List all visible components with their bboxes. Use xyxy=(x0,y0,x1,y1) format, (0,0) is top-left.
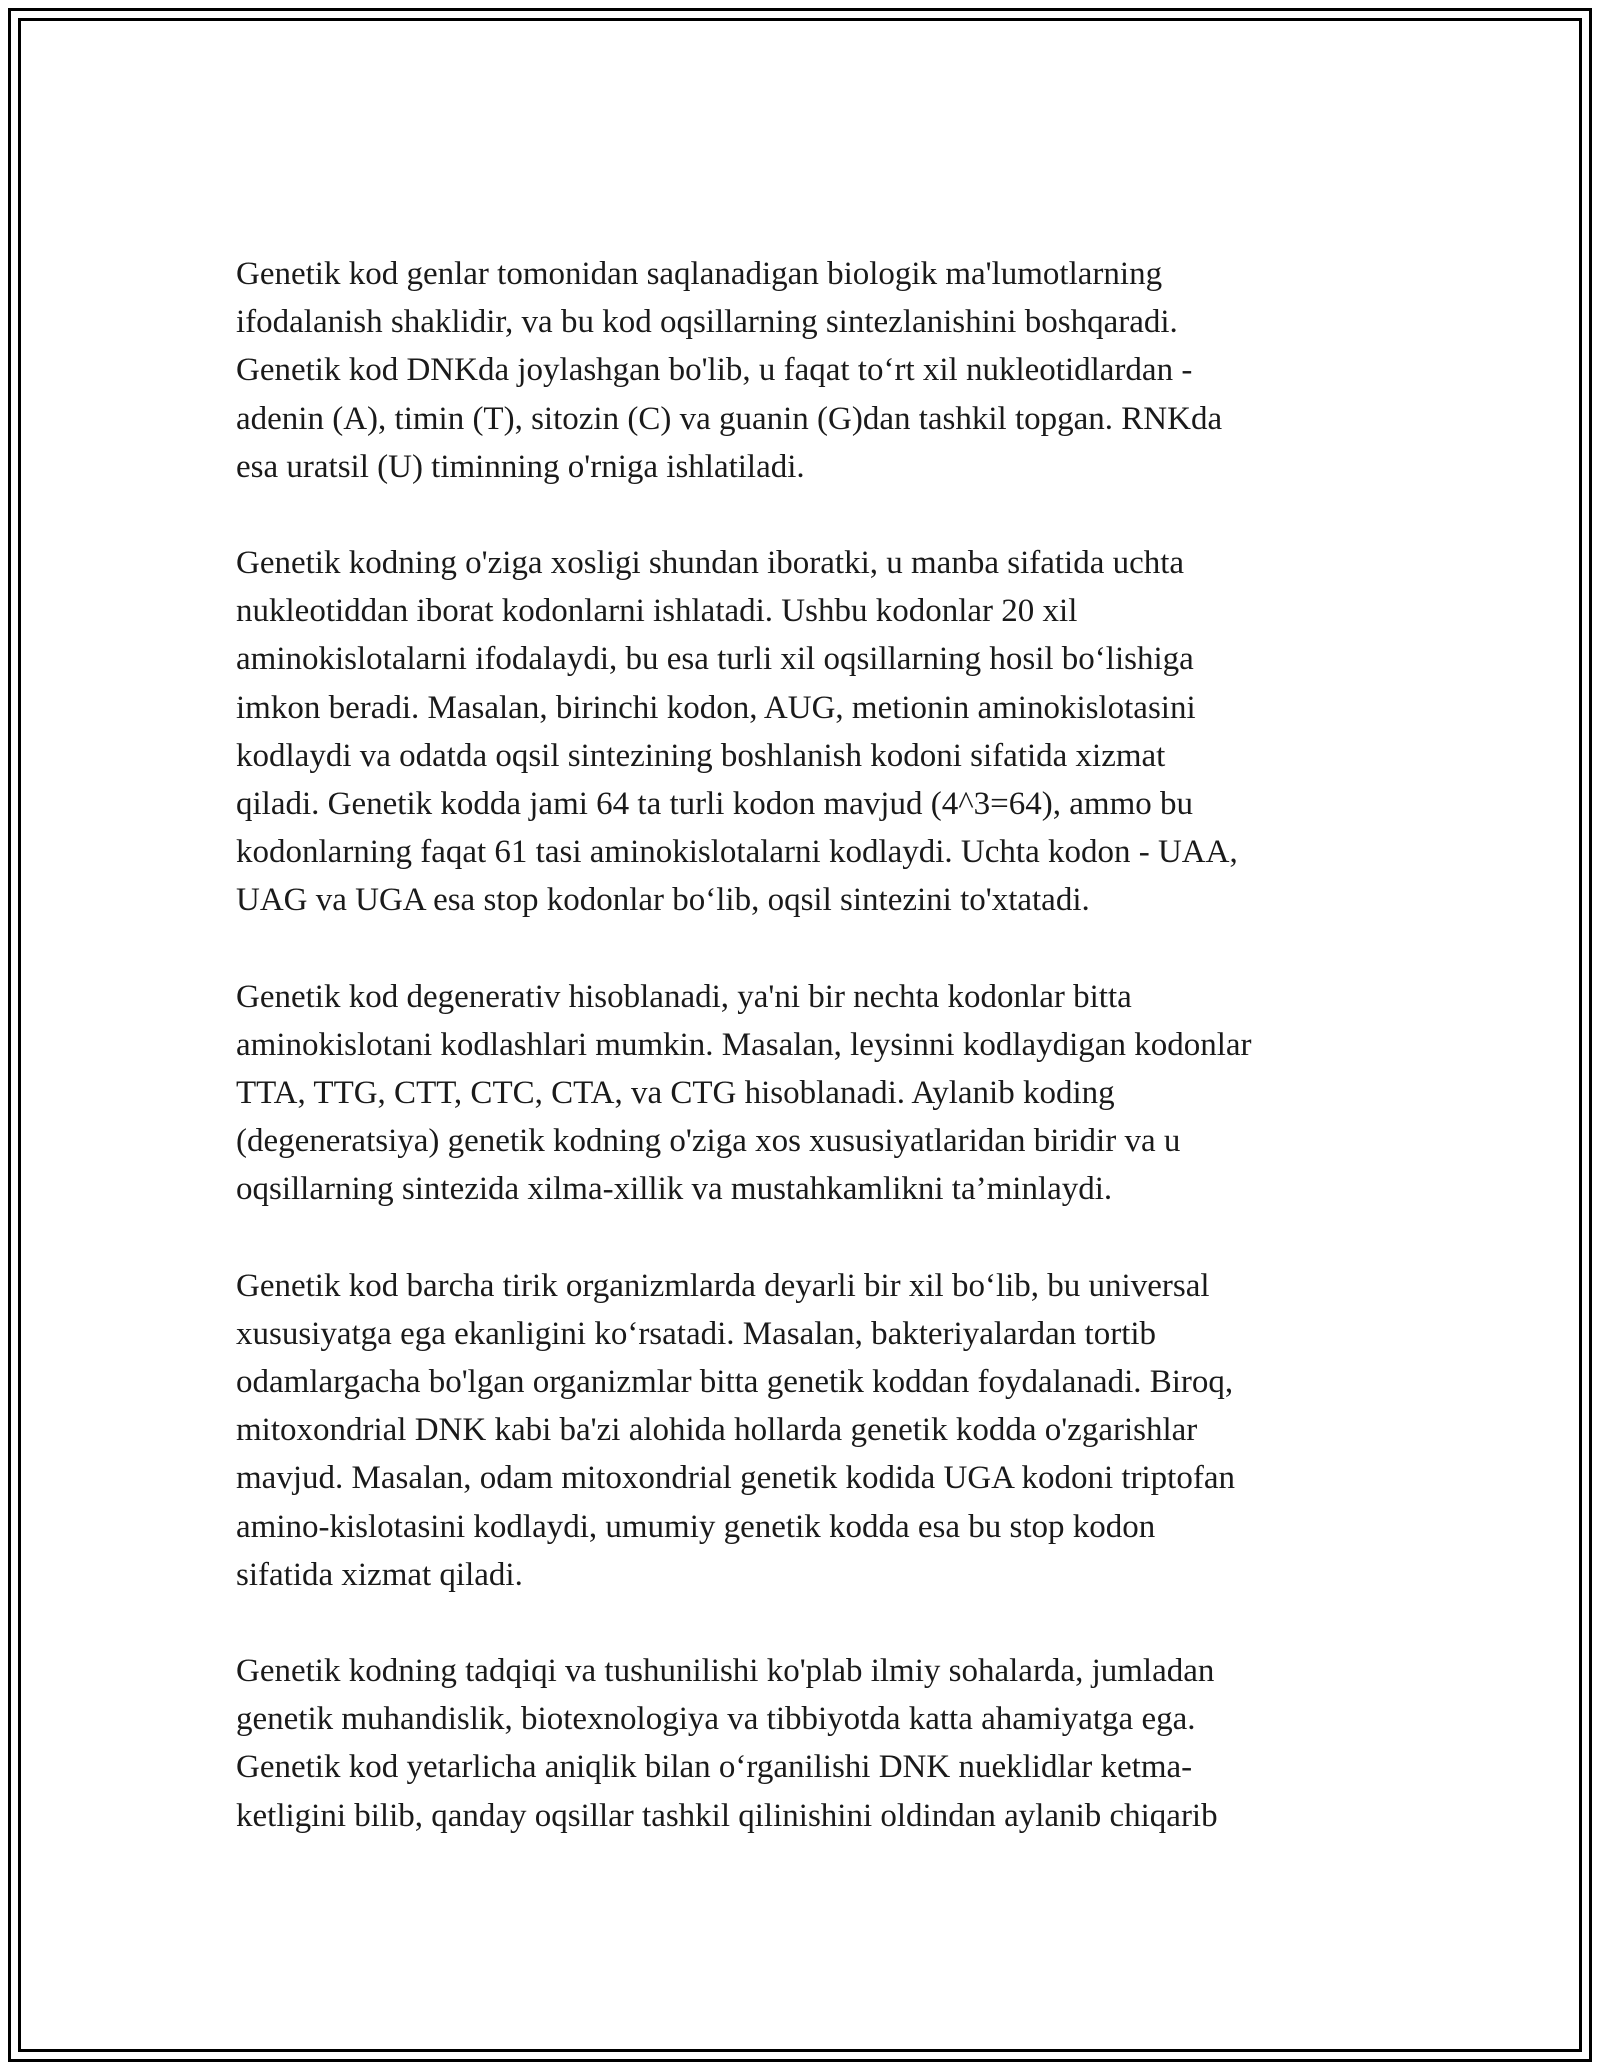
paragraph-5 xyxy=(236,1647,1376,1840)
document-body xyxy=(236,250,1376,1888)
text-line: (degeneratsiya) genetik kodning o'ziga xos xususiyatlaridan biridir va u xyxy=(236,1123,1181,1160)
text-line: UAG va UGA esa stop kodonlar bo‘lib, oqsil sintezini to'xtatadi. xyxy=(236,882,1090,919)
paragraph-3 xyxy=(236,973,1376,1214)
paragraph-1 xyxy=(236,250,1376,491)
text-line: xususiyatga ega ekanligini ko‘rsatadi. Masalan, bakteriyalardan tortib xyxy=(236,1315,1157,1352)
text-line: mitoxondrial DNK kabi ba'zi alohida hollarda genetik kodda o'zgarishlar xyxy=(236,1412,1198,1449)
text-line: imkon beradi. Masalan, birinchi kodon, AUG, metionin aminokislotasini xyxy=(236,689,1196,726)
text-line: ifodalanish shaklidir, va bu kod oqsillarning sintezlanishini boshqaradi. xyxy=(236,304,1178,341)
text-line: Genetik kod genlar tomonidan saqlanadigan biologik ma'lumotlarning xyxy=(236,256,1163,292)
paragraph-2 xyxy=(236,539,1376,925)
text-line: Genetik kod degenerativ hisoblanadi, ya'ni bir nechta kodonlar bitta xyxy=(236,978,1132,1015)
text-line: kodlaydi va odatda oqsil sintezining boshlanish kodoni sifatida xizmat xyxy=(236,737,1166,774)
text-line: Genetik kodning tadqiqi va tushunilishi ko'plab ilmiy sohalarda, jumladan xyxy=(236,1653,1215,1690)
text-line: ketligini bilib, qanday oqsillar tashkil qilinishini oldindan aylanib chiqarib xyxy=(236,1797,1218,1834)
text-line: aminokislotalarni ifodalaydi, bu esa turli xil oqsillarning hosil bo‘lishiga xyxy=(236,641,1194,678)
text-line: oqsillarning sintezida xilma-xillik va mustahkamlikni ta’minlaydi. xyxy=(236,1171,1113,1208)
text-line: kodonlarning faqat 61 tasi aminokislotalarni kodlaydi. Uchta kodon - UAA, xyxy=(236,834,1238,871)
text-line: esa uratsil (U) timinning o'rniga ishlatiladi. xyxy=(236,448,805,485)
text-line: amino-kislotasini kodlaydi, umumiy genetik kodda esa bu stop kodon xyxy=(236,1508,1156,1545)
text-line: adenin (A), timin (T), sitozin (C) va guanin (G)dan tashkil topgan. RNKda xyxy=(236,400,1223,437)
text-line: TTA, TTG, CTT, CTC, CTA, va CTG hisoblanadi. Aylanib koding xyxy=(236,1075,1115,1112)
text-line: odamlargacha bo'lgan organizmlar bitta genetik koddan foydalanadi. Biroq, xyxy=(236,1364,1234,1401)
text-line: aminokislotani kodlashlari mumkin. Masalan, leysinni kodlaydigan kodonlar xyxy=(236,1026,1252,1063)
text-line: nukleotiddan iborat kodonlarni ishlatadi. Ushbu kodonlar 20 xil xyxy=(236,593,1078,630)
text-line: Genetik kod yetarlicha aniqlik bilan o‘rganilishi DNK nueklidlar ketma- xyxy=(236,1749,1193,1786)
paragraph-4 xyxy=(236,1262,1376,1599)
text-line: Genetik kodning o'ziga xosligi shundan iboratki, u manba sifatida uchta xyxy=(236,545,1185,582)
text-line: genetik muhandislik, biotexnologiya va tibbiyotda katta ahamiyatga ega. xyxy=(236,1701,1196,1738)
text-line: mavjud. Masalan, odam mitoxondrial genetik kodida UGA kodoni triptofan xyxy=(236,1460,1235,1497)
text-line: Genetik kod barcha tirik organizmlarda deyarli bir xil bo‘lib, bu universal xyxy=(236,1267,1210,1304)
text-line: Genetik kod DNKda joylashgan bo'lib, u faqat to‘rt xil nukleotidlardan - xyxy=(236,352,1193,389)
text-line: qiladi. Genetik kodda jami 64 ta turli kodon mavjud (4^3=64), ammo bu xyxy=(236,786,1194,823)
text-line: sifatida xizmat qiladi. xyxy=(236,1556,523,1593)
